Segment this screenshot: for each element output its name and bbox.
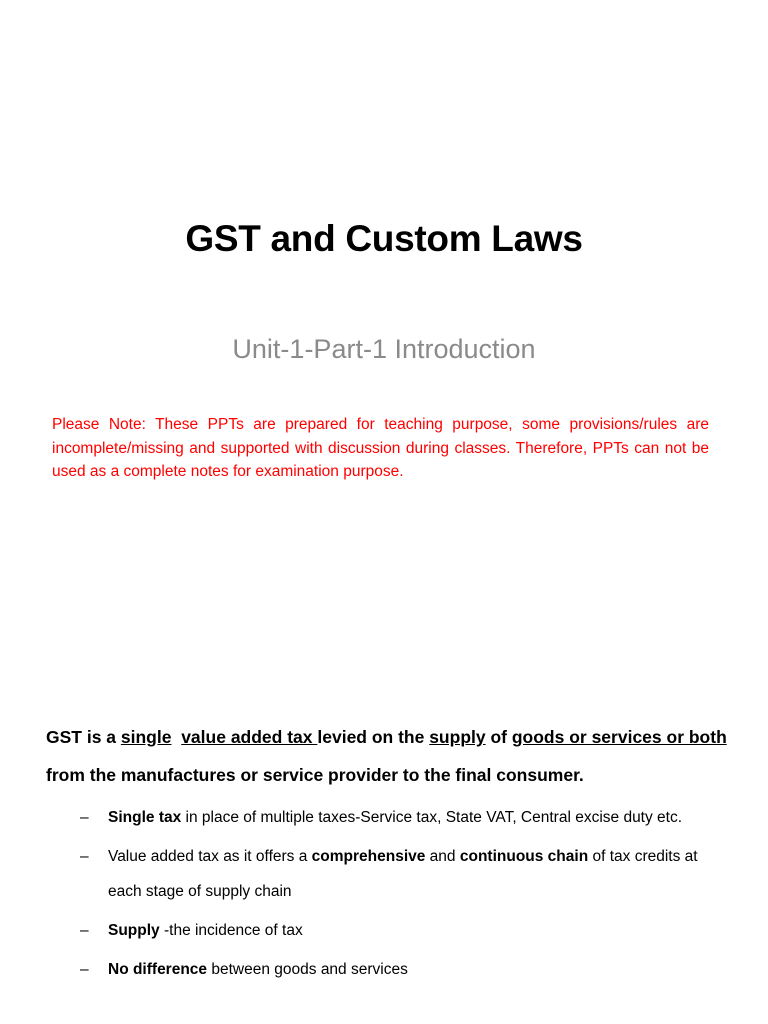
bullet-bold: Single tax [108, 809, 182, 826]
bullet-bold: Supply [108, 922, 160, 939]
bullet-bold: No difference [108, 961, 208, 978]
bullet-bold: continuous chain [459, 848, 589, 865]
bullet-item [80, 800, 720, 835]
bullet-item [80, 913, 720, 948]
disclaimer-note: Please Note: These PPTs are prepared for teaching purpose, some provisions/rules are incomplete/missing and supported with discussion during classes. Therefore, PPTs can not be used as a complete notes for examination purpose. [52, 416, 709, 480]
bullet-dash: – [80, 809, 89, 826]
lead-text: levied on the [317, 727, 430, 747]
bullet-text: and [425, 848, 460, 865]
bullet-text: between goods and services [207, 961, 408, 978]
bullet-text: -the incidence of tax [159, 922, 303, 939]
bullet-dash: – [80, 848, 89, 865]
gst-definition [46, 718, 736, 794]
content-slide [0, 640, 768, 1024]
bullet-text: in place of multiple taxes-Service tax, State VAT, Central excise duty etc. [181, 809, 683, 826]
lead-underline-supply: supply [429, 727, 486, 747]
bullet-text: of tax credits at each stage of supply chain [108, 848, 698, 900]
bullet-bold: comprehensive [311, 848, 426, 865]
bullet-item [80, 952, 720, 987]
bullet-item [80, 839, 720, 909]
lead-text: GST is a [46, 727, 121, 747]
lead-underline-goods-services: goods or services or both [511, 727, 727, 747]
lead-text: from the manufactures or service provider to the final consumer. [46, 765, 584, 785]
lead-text: of [485, 727, 512, 747]
slide-subtitle: Unit-1-Part-1 Introduction [232, 334, 536, 364]
bullet-dash: – [80, 922, 89, 939]
lead-underline-single: single [120, 727, 172, 747]
bullet-text: Value added tax as it offers a [108, 848, 312, 865]
bullet-list [80, 800, 720, 991]
bullet-dash: – [80, 961, 89, 978]
lead-underline-value-added-tax: value added tax [181, 727, 318, 747]
lead-text [171, 727, 181, 747]
slide-title: GST and Custom Laws [185, 218, 583, 259]
